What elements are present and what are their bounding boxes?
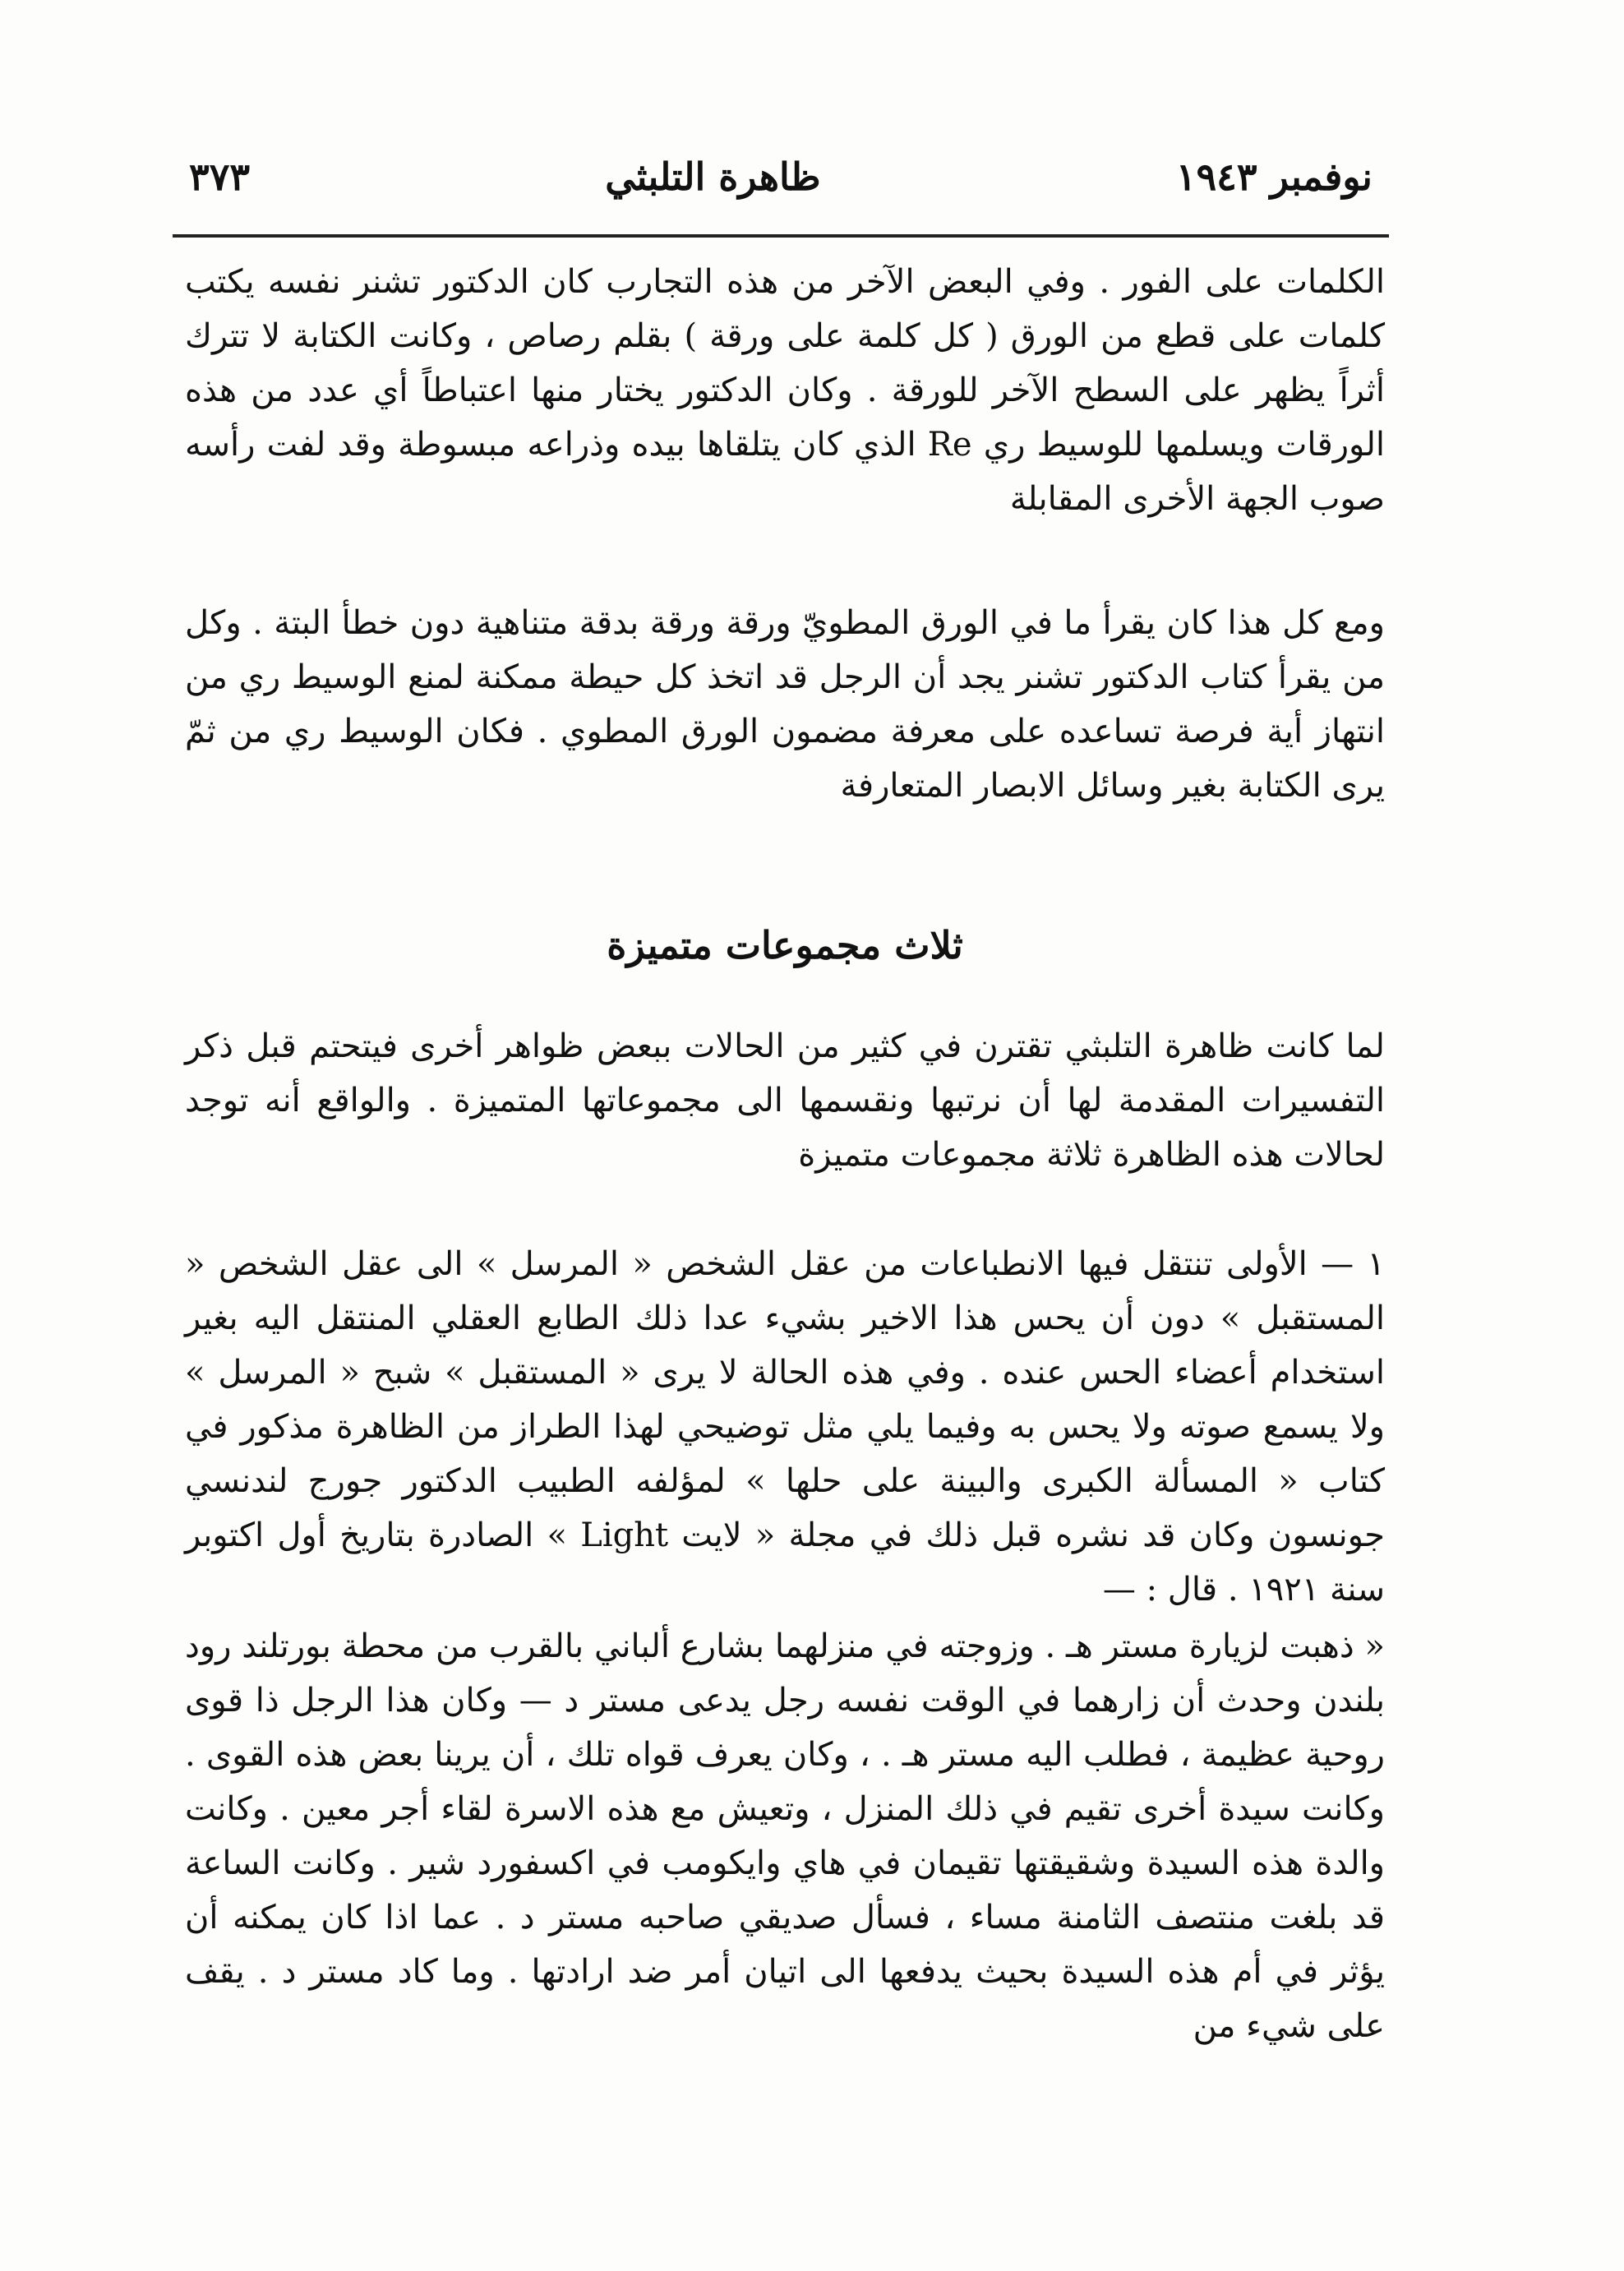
text-block-intro — [185, 1019, 1385, 1182]
header-rule — [173, 234, 1389, 238]
section-heading: ثلاث مجموعات متميزة — [607, 923, 963, 967]
text-block-second — [185, 596, 1385, 813]
paragraph: لما كانت ظاهرة التلبثي تقترن في كثير من الحالات ببعض ظواهر أخرى فيتحتم قبل ذكر التفسيرات المقدمة لها أن نرتبها ونقسمها الى مجموعاتها المتميزة . والواقع أنه توجد لحالات هذه الظاهرة ثلاثة مجموعات متميزة — [185, 1027, 1385, 1174]
paragraph: الكلمات على الفور . وفي البعض الآخر من هذه التجارب كان الدكتور تشنر نفسه يكتب كلمات على قطع من الورق ( كل كلمة على ورقة ) بقلم رصاص ، وكانت الكتابة لا تترك أثراً يظهر على السطح الآخر للورقة . وكان الدكتور يختار منها اعتباطاً أي عدد من هذه الورقات ويسلمها للوسيط ري Re الذي كان يتلقاها بيده وذراعه مبسوطة وقد لفت رأسه صوب الجهة الأخرى المقابلة — [185, 263, 1385, 518]
text-block-quote — [185, 1619, 1385, 2053]
running-header — [189, 140, 1373, 214]
paragraph: ومع كل هذا كان يقرأ ما في الورق المطويّ ورقة ورقة بدقة متناهية دون خطأ البتة . وكل من يقرأ كتاب الدكتور تشنر يجد أن الرجل قد اتخذ كل حيطة ممكنة لمنع الوسيط ري من انتهاز أية فرصة تساعده على معرفة مضمون الورق المطوي . فكان الوسيط ري من ثمّ يرى الكتابة بغير وسائل الابصار المتعارفة — [185, 604, 1385, 805]
text-block-group-one — [185, 1237, 1385, 1617]
header-date: نوفمبر ١٩٤٣ — [1175, 155, 1373, 199]
header-title: ظاهرة التلبثي — [605, 155, 821, 199]
paragraph: ١ — الأولى تنتقل فيها الانطباعات من عقل الشخص « المرسل » الى عقل الشخص « المستقبل » دون أن يحس هذا الاخير بشيء عدا ذلك الطابع العقلي المنتقل اليه بغير استخدام أعضاء الحس عنده . وفي هذه الحالة لا يرى « المستقبل » شبح « المرسل » ولا يسمع صوته ولا يحس به وفيما يلي مثل توضيحي لهذا الطراز من الظاهرة مذكور في كتاب « المسألة الكبرى والبينة على حلها » لمؤلفه الطبيب الدكتور جورج لندنسي جونسون وكان قد نشره قبل ذلك في مجلة « لايت Light » الصادرة بتاريخ أول اكتوبر سنة ١٩٢١ . قال : — — [185, 1245, 1386, 1609]
text-block-top — [185, 255, 1385, 526]
page-number: ٣٧٣ — [189, 155, 251, 199]
paragraph: « ذهبت لزيارة مستر هـ . وزوجته في منزلهما بشارع ألباني بالقرب من محطة بورتلند رود بلندن وحدث أن زارهما في الوقت نفسه رجل يدعى مستر د — وكان هذا الرجل ذا قوى روحية عظيمة ، فطلب اليه مستر هـ . ، وكان يعرف قواه تلك ، أن يرينا بعض هذه القوى . وكانت سيدة أخرى تقيم في ذلك المنزل ، وتعيش مع هذه الاسرة لقاء أجر معين . وكانت والدة هذه السيدة وشقيقتها تقيمان في هاي وايكومب في اكسفورد شير . وكانت الساعة قد بلغت منتصف الثامنة مساء ، فسأل صديقي صاحبه مستر د . عما اذا كان يمكنه أن يؤثر في أم هذه السيدة بحيث يدفعها الى اتيان أمر ضد ارادتها . وما كاد مستر د . يقف على شيء من — [185, 1627, 1385, 2045]
